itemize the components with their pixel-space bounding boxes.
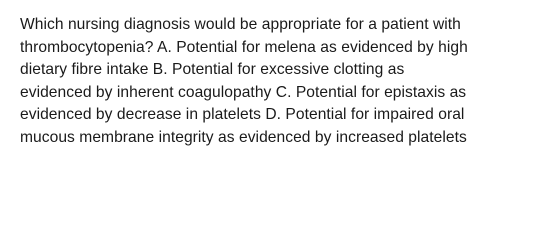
question-text [20, 14, 550, 149]
question-line: thrombocytopenia? A. Potential for melena as evidenced by high [20, 38, 468, 56]
question-line: Which nursing diagnosis would be appropriate for a patient with [20, 16, 461, 33]
question-line: evidenced by inherent coagulopathy C. Potential for epistaxis as [20, 83, 467, 101]
question-line: dietary fibre intake B. Potential for excessive clotting as [20, 61, 405, 78]
question-line: evidenced by decrease in platelets D. Potential for impaired oral [20, 106, 465, 123]
question-line: mucous membrane integrity as evidenced by increased platelets [20, 128, 467, 146]
